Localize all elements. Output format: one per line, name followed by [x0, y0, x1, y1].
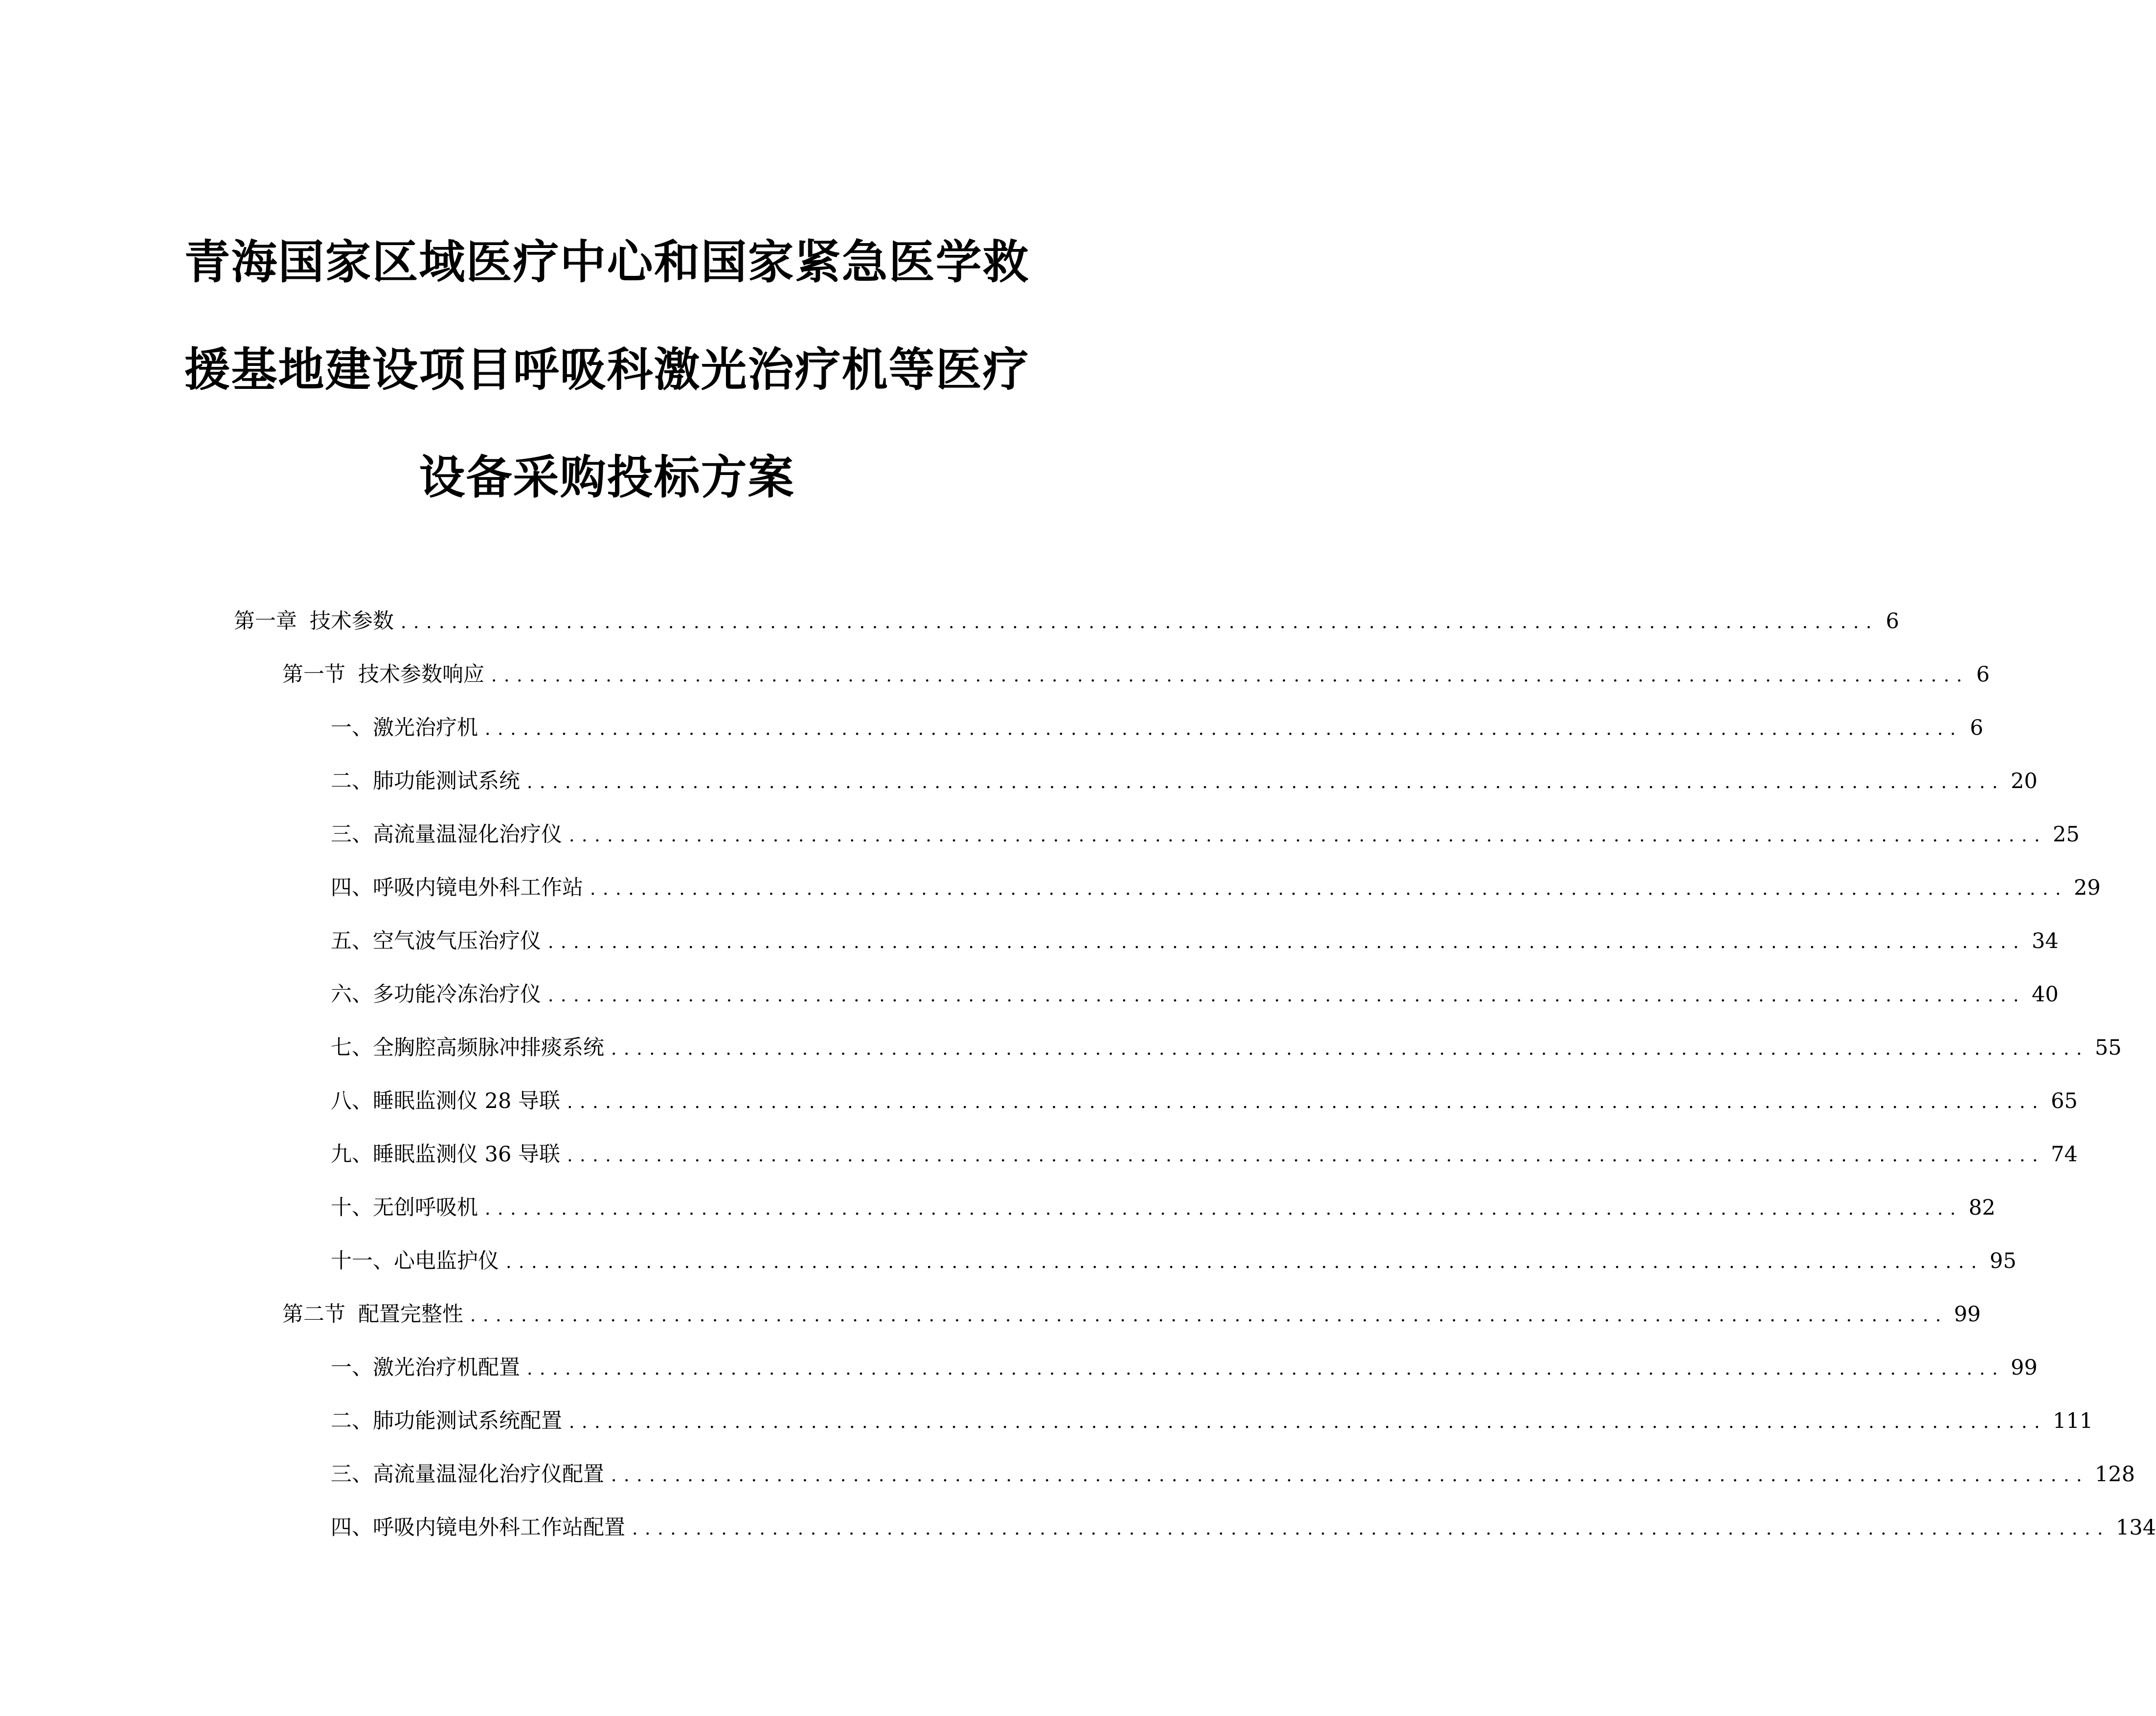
toc-entry-title: 配置完整性 — [358, 1302, 463, 1327]
toc-entry-page: 55 — [2095, 1036, 2122, 1060]
toc-entry-item[interactable] — [331, 1460, 2135, 1489]
toc-entry-title: 技术参数响应 — [358, 662, 484, 687]
toc-entry-item[interactable] — [331, 820, 2080, 849]
title-line-2: 援基地建设项目呼吸科激光治疗机等医疗 — [184, 343, 1030, 397]
toc-entry-item[interactable] — [331, 980, 2059, 1009]
toc-entry-number: 五、 — [331, 929, 373, 953]
toc-dot-leader: .................................................................................................................... — [401, 612, 1879, 632]
toc-entry-page: 6 — [1885, 609, 1900, 633]
toc-entry-title: 无创呼吸机 — [373, 1196, 478, 1220]
toc-entry-number: 十一、 — [331, 1249, 394, 1273]
toc-entry-number: 二、 — [331, 769, 373, 793]
toc-dot-leader: .................................................................................................................... — [491, 666, 1970, 686]
toc-entry-page: 25 — [2053, 822, 2080, 847]
toc-entry-item[interactable] — [331, 1353, 2038, 1382]
toc-dot-leader: .................................................................................................................... — [611, 1466, 2089, 1486]
toc-entry-title: 高流量温湿化治疗仪 — [373, 822, 562, 847]
toc-dot-leader: .................................................................................................................... — [527, 772, 2005, 792]
toc-entry-page: 20 — [2011, 769, 2038, 793]
toc-entry-title: 呼吸内镜电外科工作站 — [373, 876, 583, 900]
toc-entry-title: 高流量温湿化治疗仪配置 — [373, 1462, 604, 1487]
toc-entry-page: 74 — [2051, 1142, 2078, 1167]
toc-dot-leader: .................................................................................................................... — [548, 986, 2026, 1006]
toc-entry-item[interactable] — [331, 873, 2101, 903]
toc-entry-item[interactable] — [331, 1193, 1996, 1222]
toc-dot-leader: .................................................................................................................... — [567, 1146, 2045, 1166]
toc-entry-page: 128 — [2095, 1462, 2135, 1487]
toc-dot-leader: .................................................................................................................... — [567, 1092, 2045, 1112]
toc-entry-item[interactable] — [331, 1140, 2078, 1169]
toc-entry-title: 睡眠监测仪 28 导联 — [373, 1089, 561, 1113]
toc-dot-leader: .................................................................................................................... — [569, 826, 2047, 846]
toc-entry-item[interactable] — [331, 1513, 2156, 1542]
toc-entry-page: 99 — [2011, 1355, 2038, 1380]
toc-entry-number: 第一节 — [282, 662, 345, 687]
toc-entry-title: 睡眠监测仪 36 导联 — [373, 1142, 561, 1167]
toc-entry-number: 一、 — [331, 716, 373, 740]
toc-dot-leader: .................................................................................................................... — [569, 1412, 2047, 1432]
toc-dot-leader: .................................................................................................................... — [485, 719, 1963, 739]
toc-entry-item[interactable] — [331, 1086, 2078, 1116]
toc-entry-title: 心电监护仪 — [394, 1249, 499, 1273]
toc-entry-title: 多功能冷冻治疗仪 — [373, 982, 541, 1007]
toc-entry-page: 111 — [2053, 1409, 2093, 1433]
toc-dot-leader: .................................................................................................................... — [485, 1199, 1963, 1219]
document-title — [0, 236, 1214, 563]
toc-entry-section-2[interactable] — [282, 1300, 1981, 1329]
toc-entry-title: 技术参数 — [310, 609, 394, 633]
title-line-1: 青海国家区域医疗中心和国家紧急医学救 — [184, 236, 1030, 289]
toc-entry-page: 6 — [1976, 662, 1990, 687]
toc-entry-number: 六、 — [331, 982, 373, 1007]
toc-entry-page: 134 — [2116, 1515, 2156, 1540]
toc-entry-number: 三、 — [331, 1462, 373, 1487]
toc-dot-leader: .................................................................................................................... — [590, 879, 2068, 899]
toc-entry-page: 34 — [2032, 929, 2059, 953]
toc-entry-number: 十、 — [331, 1196, 373, 1220]
toc-dot-leader: .................................................................................................................... — [548, 932, 2026, 952]
toc-entry-item[interactable] — [331, 1406, 2093, 1436]
toc-dot-leader: .................................................................................................................... — [470, 1306, 1949, 1326]
toc-entry-title: 空气波气压治疗仪 — [373, 929, 541, 953]
toc-entry-item[interactable] — [331, 767, 2038, 796]
toc-entry-chapter-1[interactable] — [234, 607, 1900, 636]
toc-entry-section-1[interactable] — [282, 660, 1990, 689]
toc-entry-page: 65 — [2051, 1089, 2078, 1113]
toc-entry-title: 肺功能测试系统配置 — [373, 1409, 562, 1433]
toc-entry-number: 四、 — [331, 1515, 373, 1540]
toc-entry-page: 99 — [1954, 1302, 1981, 1327]
toc-entry-title: 激光治疗机配置 — [373, 1355, 520, 1380]
toc-entry-number: 八、 — [331, 1089, 373, 1113]
toc-dot-leader: .................................................................................................................... — [527, 1359, 2005, 1379]
toc-entry-number: 二、 — [331, 1409, 373, 1433]
toc-entry-number: 第二节 — [282, 1302, 345, 1327]
toc-entry-number: 一、 — [331, 1355, 373, 1380]
toc-entry-item[interactable] — [331, 926, 2059, 956]
toc-entry-page: 6 — [1970, 716, 1984, 740]
toc-entry-number: 三、 — [331, 822, 373, 847]
toc-entry-item[interactable] — [331, 1033, 2122, 1062]
toc-entry-number: 第一章 — [234, 609, 297, 633]
toc-entry-number: 七、 — [331, 1036, 373, 1060]
toc-entry-title: 激光治疗机 — [373, 716, 478, 740]
toc-entry-page: 29 — [2074, 876, 2101, 900]
toc-entry-number: 四、 — [331, 876, 373, 900]
toc-dot-leader: .................................................................................................................... — [506, 1252, 1984, 1272]
toc-entry-page: 40 — [2032, 982, 2059, 1007]
toc-entry-title: 呼吸内镜电外科工作站配置 — [373, 1515, 625, 1540]
toc-entry-number: 九、 — [331, 1142, 373, 1167]
toc-entry-title: 肺功能测试系统 — [373, 769, 520, 793]
toc-entry-page: 95 — [1990, 1249, 2017, 1273]
toc-entry-title: 全胸腔高频脉冲排痰系统 — [373, 1036, 604, 1060]
toc-dot-leader: .................................................................................................................... — [611, 1039, 2089, 1059]
toc-entry-item[interactable] — [331, 713, 1984, 743]
toc-entry-item[interactable] — [331, 1246, 2017, 1276]
toc-dot-leader: .................................................................................................................... — [632, 1519, 2111, 1539]
toc-entry-page: 82 — [1969, 1196, 1996, 1220]
title-line-3: 设备采购投标方案 — [419, 451, 795, 504]
